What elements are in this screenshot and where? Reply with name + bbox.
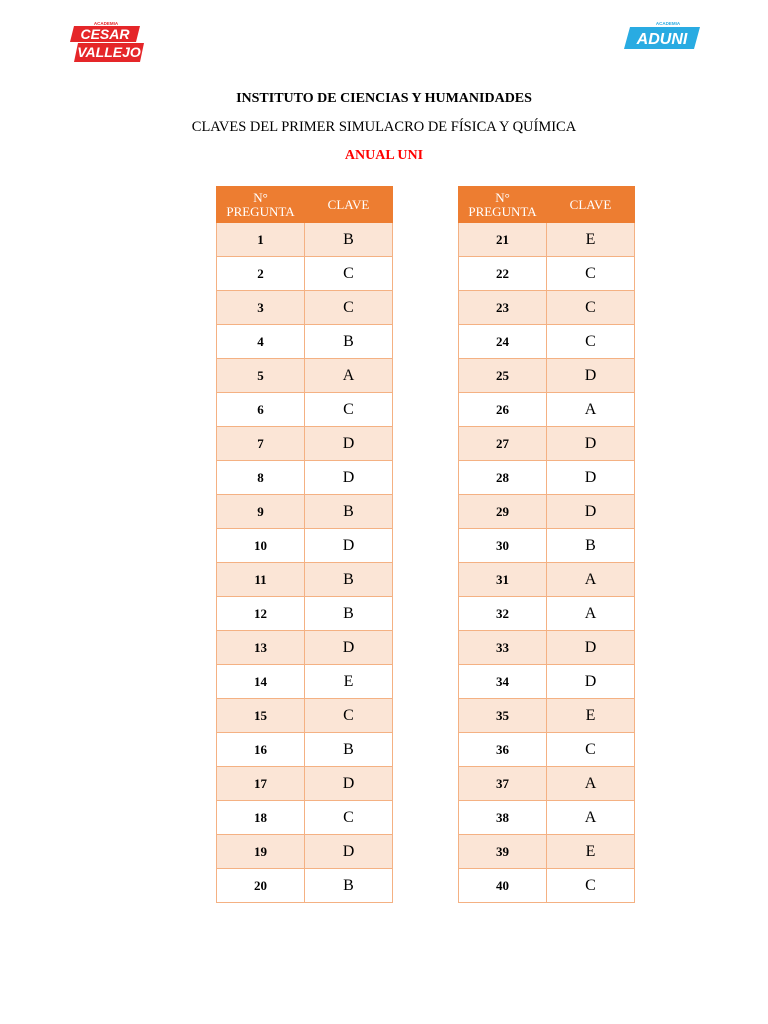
answer-key-cell: D [547, 359, 635, 393]
question-number-cell: 5 [217, 359, 305, 393]
table-row [459, 869, 635, 903]
question-number-cell: 29 [459, 495, 547, 529]
logo-left-academia-text: ACADEMIA [93, 21, 119, 26]
question-number-cell: 1 [217, 223, 305, 257]
table-row [217, 359, 393, 393]
table-row [217, 699, 393, 733]
table-row [217, 529, 393, 563]
logo-left-line1: CESAR [80, 26, 130, 42]
institution-title: INSTITUTO DE CIENCIAS Y HUMANIDADES [236, 91, 532, 106]
table-row [459, 733, 635, 767]
table-row [217, 325, 393, 359]
answer-key-cell: C [547, 733, 635, 767]
table-row [217, 257, 393, 291]
question-number-cell: 30 [459, 529, 547, 563]
question-number-cell: 6 [217, 393, 305, 427]
table-row [459, 631, 635, 665]
answer-key-cell: D [547, 461, 635, 495]
question-number-cell: 23 [459, 291, 547, 325]
table-row [459, 325, 635, 359]
question-number-cell: 22 [459, 257, 547, 291]
table-row [459, 223, 635, 257]
answer-key-cell: D [305, 767, 393, 801]
logo-right-academia-text: ACADEMIA [655, 21, 681, 26]
answer-key-cell: B [305, 733, 393, 767]
question-number-cell: 13 [217, 631, 305, 665]
key-header: CLAVE [305, 187, 393, 223]
answer-key-cell: A [305, 359, 393, 393]
table-row [459, 495, 635, 529]
table-row [217, 631, 393, 665]
answer-key-table-left [216, 186, 393, 903]
table-row [217, 495, 393, 529]
table-row [459, 427, 635, 461]
answer-key-cell: C [547, 291, 635, 325]
table-row [459, 767, 635, 801]
question-number-header [459, 187, 547, 223]
answer-key-cell: C [547, 869, 635, 903]
table-row [217, 597, 393, 631]
question-number-cell: 17 [217, 767, 305, 801]
table-row [459, 563, 635, 597]
question-number-cell: 27 [459, 427, 547, 461]
answer-key-cell: C [547, 257, 635, 291]
answer-key-cell: B [305, 869, 393, 903]
answer-key-cell: D [305, 529, 393, 563]
question-number-cell: 19 [217, 835, 305, 869]
table-row [217, 733, 393, 767]
table-header-row [217, 187, 393, 223]
question-number-header [217, 187, 305, 223]
key-header: CLAVE [547, 187, 635, 223]
table-row [459, 529, 635, 563]
table-row [217, 563, 393, 597]
question-number-cell: 36 [459, 733, 547, 767]
table-row [459, 699, 635, 733]
table-row [459, 359, 635, 393]
answer-key-cell: D [305, 631, 393, 665]
answer-key-cell: E [547, 223, 635, 257]
cesar-vallejo-logo [68, 20, 144, 64]
answer-key-cell: E [547, 835, 635, 869]
table-row [217, 393, 393, 427]
question-number-cell: 14 [217, 665, 305, 699]
question-number-cell: 31 [459, 563, 547, 597]
question-number-cell: 11 [217, 563, 305, 597]
question-number-cell: 40 [459, 869, 547, 903]
table-row [217, 223, 393, 257]
answer-key-cell: D [547, 665, 635, 699]
question-label: PREGUNTA [226, 203, 295, 219]
question-number-cell: 12 [217, 597, 305, 631]
question-number-cell: 37 [459, 767, 547, 801]
logo-right-name: ADUNI [636, 31, 688, 48]
table-row [217, 461, 393, 495]
question-number-cell: 20 [217, 869, 305, 903]
table-row [459, 665, 635, 699]
table-row [217, 835, 393, 869]
question-number-cell: 8 [217, 461, 305, 495]
answer-key-cell: D [547, 427, 635, 461]
question-number-cell: 34 [459, 665, 547, 699]
table-row [217, 869, 393, 903]
course-label: ANUAL UNI [344, 148, 424, 163]
answer-key-cell: C [305, 393, 393, 427]
answer-key-cell: A [547, 801, 635, 835]
table-row [459, 393, 635, 427]
answer-key-cell: A [547, 597, 635, 631]
answer-key-cell: B [305, 325, 393, 359]
question-number-cell: 21 [459, 223, 547, 257]
answer-key-cell: E [547, 699, 635, 733]
table-row [217, 767, 393, 801]
document-subtitle: CLAVES DEL PRIMER SIMULACRO DE FÍSICA Y QUÍMICA [191, 119, 577, 135]
number-symbol: N° [495, 189, 510, 205]
question-number-cell: 39 [459, 835, 547, 869]
table-row [217, 665, 393, 699]
table-row [217, 427, 393, 461]
answer-key-cell: C [547, 325, 635, 359]
question-number-cell: 9 [217, 495, 305, 529]
answer-key-cell: D [547, 495, 635, 529]
answer-key-cell: D [547, 631, 635, 665]
answer-key-cell: B [305, 597, 393, 631]
table-row [459, 257, 635, 291]
answer-key-cell: B [305, 223, 393, 257]
answer-key-cell: C [305, 291, 393, 325]
question-number-cell: 3 [217, 291, 305, 325]
question-number-cell: 38 [459, 801, 547, 835]
table-row [217, 801, 393, 835]
table-row [459, 597, 635, 631]
question-number-cell: 33 [459, 631, 547, 665]
answer-key-table-right [458, 186, 635, 903]
question-number-cell: 16 [217, 733, 305, 767]
answer-key-cell: B [305, 563, 393, 597]
answer-key-cell: C [305, 801, 393, 835]
table-row [459, 801, 635, 835]
table-row [217, 291, 393, 325]
question-number-cell: 10 [217, 529, 305, 563]
logo-left-line2: VALLEJO [77, 44, 141, 60]
answer-key-cell: A [547, 563, 635, 597]
question-number-cell: 15 [217, 699, 305, 733]
table-row [459, 291, 635, 325]
table-header-row [459, 187, 635, 223]
answer-key-cell: D [305, 835, 393, 869]
question-number-cell: 7 [217, 427, 305, 461]
question-number-cell: 26 [459, 393, 547, 427]
question-number-cell: 18 [217, 801, 305, 835]
answer-key-cell: D [305, 461, 393, 495]
question-number-cell: 2 [217, 257, 305, 291]
answer-key-cell: C [305, 699, 393, 733]
aduni-logo [624, 20, 700, 50]
question-label: PREGUNTA [468, 203, 537, 219]
question-number-cell: 28 [459, 461, 547, 495]
table-row [459, 461, 635, 495]
question-number-cell: 4 [217, 325, 305, 359]
question-number-cell: 32 [459, 597, 547, 631]
question-number-cell: 35 [459, 699, 547, 733]
answer-key-cell: B [547, 529, 635, 563]
question-number-cell: 24 [459, 325, 547, 359]
answer-key-cell: A [547, 393, 635, 427]
number-symbol: N° [253, 189, 268, 205]
answer-key-cell: B [305, 495, 393, 529]
answer-key-cell: D [305, 427, 393, 461]
answer-key-cell: C [305, 257, 393, 291]
answer-key-cell: A [547, 767, 635, 801]
table-row [459, 835, 635, 869]
question-number-cell: 25 [459, 359, 547, 393]
answer-key-cell: E [305, 665, 393, 699]
